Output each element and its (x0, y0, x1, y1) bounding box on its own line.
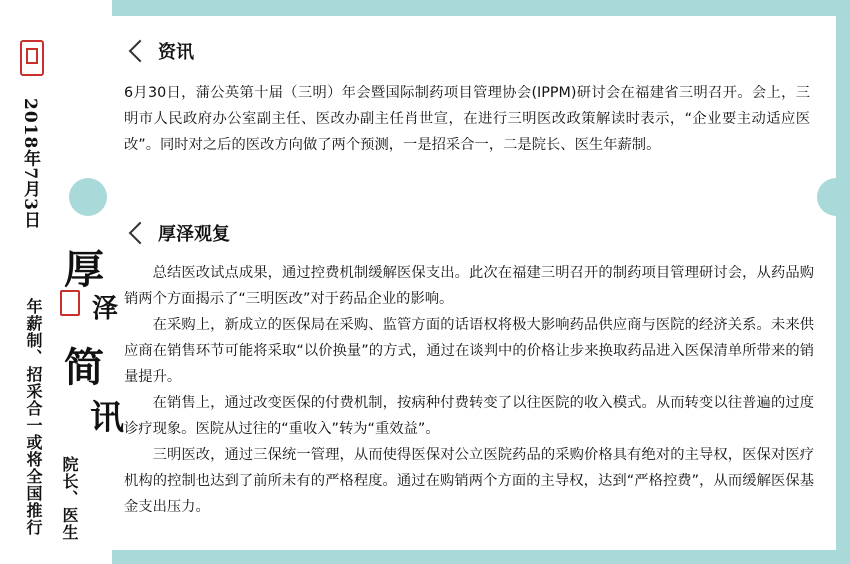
news-paragraph: 6月30日，蒲公英第十届（三明）年会暨国际制药项目管理协会(IPPM)研讨会在福建省三明召开。会上，三明市人民政府办公室副主任、医改办副主任肖世宣，在进行三明医改政策解读时表示，“企业要主动适应医改”。同时对之后的医改方向做了两个预测，一是招采合一，二是院长、医生年薪制。 (124, 85, 810, 153)
news-title: 资讯 (158, 42, 194, 63)
headline-line-2: 院长、医生 (60, 456, 79, 541)
view-paragraph-4: 三明医改，通过三保统一管理，从而使得医保对公立医院药品的采购价格具有绝对的主导权，医保对医疗机构的控制也达到了前所未有的严格程度。通过在购销两个方面的主导权，达到“严格控费”，从而缓解医保基金支出压力。 (124, 447, 814, 515)
view-paragraph-2: 在采购上，新成立的医保局在采购、监管方面的话语权将极大影响药品供应商与医院的经济关系。未来供应商在销售环节可能将采取“以价换量”的方式，通过在谈判中的价格让步来换取药品进入医保清单所带来的销量提升。 (124, 317, 814, 385)
brand-char-4: 讯 (90, 398, 124, 438)
view-paragraph-1: 总结医改试点成果，通过控费机制缓解医保支出。此次在福建三明召开的制药项目管理研讨会，从药品购销两个方面揭示了“三明医改”对于药品企业的影响。 (124, 265, 814, 307)
view-paragraph-3: 在销售上，通过改变医保的付费机制，按病种付费转变了以往医院的收入模式。从而转变以往普遍的过度诊疗现象。医院从过往的“重收入”转为“重效益”。 (124, 395, 814, 437)
chevron-left-icon (129, 40, 152, 63)
chevron-left-icon (129, 222, 152, 245)
card-notch-right (817, 178, 850, 216)
news-body (124, 80, 810, 158)
brand-logo (58, 238, 124, 458)
view-body (124, 260, 814, 520)
brand-seal-icon (60, 290, 80, 316)
view-header (132, 220, 230, 246)
news-header (132, 38, 194, 64)
red-seal-icon (20, 40, 44, 76)
brand-char-1: 厚 (64, 246, 104, 293)
brand-char-2: 泽 (92, 294, 119, 324)
issue-date: 2018年7月3日 (20, 98, 40, 229)
card-notch-left (69, 178, 107, 216)
brand-char-3: 简 (64, 344, 104, 391)
headline-line-1: 年薪制、招采合一或将全国推行 (24, 298, 43, 536)
view-title: 厚泽观复 (158, 224, 230, 245)
